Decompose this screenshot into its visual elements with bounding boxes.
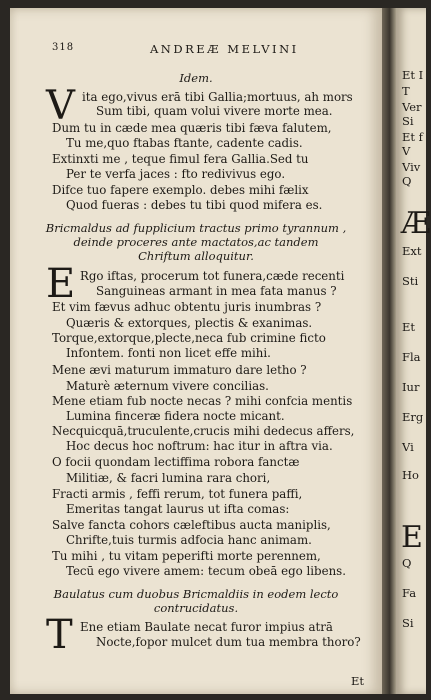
verse-line: ita ego,vivus erā tibi Gallia;mortuus, ah mors (82, 90, 353, 104)
verse-line: Quæris & extorques, plectis & exanimas. (66, 316, 313, 330)
facing-text: Q (402, 556, 412, 570)
facing-text: Fa (402, 586, 417, 600)
verse-line: Sum tibi, quam volui vivere morte mea. (96, 104, 333, 118)
facing-text: Fla (402, 350, 421, 364)
facing-text: Et I (402, 68, 424, 82)
verse-line: Per te verfa jaces : fto redivivus ego. (66, 167, 286, 181)
verse-line: Tu mihi , tu vitam peperifti morte perennem, (52, 549, 321, 563)
facing-text: Et (402, 320, 416, 334)
verse-line: Necquicquā,truculente,crucis mihi dedecus affers, (52, 424, 355, 438)
verse-line: Rgo iftas, procerum tot funera,cæde recenti (80, 269, 345, 283)
facing-text: Et f (402, 130, 423, 144)
poem-title: contrucidatus. (153, 601, 239, 615)
verse-line: Tu me,quo ftabas ftante, cadente cadis. (66, 136, 303, 150)
verse-line: Infontem. fonti non licet effe mihi. (66, 346, 271, 360)
verse-line: Quod fueras : debes tu tibi quod mifera es. (66, 198, 323, 212)
poem-title: Bricmaldus ad fupplicium tractus primo tyrannum , (45, 221, 347, 235)
verse-line: Difce tuo fapere exemplo. debes mihi fælix (52, 183, 309, 197)
facing-text: Erg (402, 410, 424, 424)
verse-line: Tecū ego vivere amem: tecum obeā ego libens. (66, 564, 346, 578)
verse-line: Maturè æternum vivere concilias. (66, 379, 269, 393)
facing-text: Iur (402, 380, 420, 394)
drop-cap: V (46, 83, 75, 129)
drop-cap: E (46, 261, 76, 307)
verse-line: Hoc decus hoc noftrum: hac itur in aftra via. (66, 439, 333, 453)
verse-line: Sanguineas armant in mea fata manus ? (96, 284, 337, 298)
poem-title: deinde proceres ante mactatos,ac tandem (73, 235, 319, 249)
poem-title: Idem. (179, 71, 213, 85)
verse-line: Lumina finceræ fidera nocte micant. (66, 409, 285, 423)
facing-text: Vi (402, 440, 414, 454)
verse-line: Emeritas tangat laurus ut ifta comas: (66, 502, 290, 516)
facing-page (396, 8, 431, 694)
facing-text: Si (402, 114, 414, 128)
verse-line: Dum tu in cæde mea quæris tibi fæva falutem, (52, 121, 332, 135)
verse-line: Extinxti me , teque fimul fera Gallia.Sed tu (52, 152, 309, 166)
verse-line: Chrifte,tuis turmis adfocia hanc animam. (66, 533, 312, 547)
page-header (10, 42, 382, 58)
facing-text: T (402, 84, 410, 98)
poem-title: Chriftum alloquitur. (138, 249, 254, 263)
facing-text: Si (402, 616, 414, 630)
poem-title: Baulatus cum duobus Bricmaldiis in eodem lecto (53, 587, 339, 601)
book-page (10, 8, 382, 694)
facing-text: E (401, 520, 423, 555)
verse-line: Fracti armis , feffi rerum, tot funera paffi, (52, 487, 303, 501)
facing-text: Ext (402, 244, 422, 258)
verse-line: Salve fancta cohors cæleftibus aucta maniplis, (52, 518, 331, 532)
page-number: 318 (52, 42, 75, 53)
facing-text: Ver (402, 100, 422, 114)
running-head: ANDREÆ MELVINI (150, 42, 299, 56)
verse-line: Mene etiam fub nocte necas ? mihi confcia mentis (52, 394, 353, 408)
drop-cap: T (46, 612, 73, 658)
verse-line: Torque,extorque,plecte,neca fub crimine ficto (52, 331, 326, 345)
verse-line: O focii quondam lectiffima robora fanctæ (52, 455, 300, 469)
facing-text: Æ (401, 206, 431, 241)
book-gutter (382, 8, 396, 694)
catchword: Et (350, 674, 364, 688)
verse-line: Et vim fævus adhuc obtentu juris inumbras ? (52, 300, 322, 314)
facing-text: Sti (402, 274, 419, 288)
verse-line: Mene ævi maturum immaturo dare letho ? (52, 363, 307, 377)
facing-text: V (402, 144, 411, 158)
facing-text: Viv (402, 160, 421, 174)
facing-text: Q (402, 174, 412, 188)
facing-text: Ho (402, 468, 419, 482)
verse-line: Nocte,fopor mulcet dum tua membra thoro? (96, 635, 361, 649)
verse-line: Ene etiam Baulate necat furor impius atrā (80, 620, 333, 634)
verse-line: Militiæ, & facri lumina rara chori, (66, 471, 271, 485)
